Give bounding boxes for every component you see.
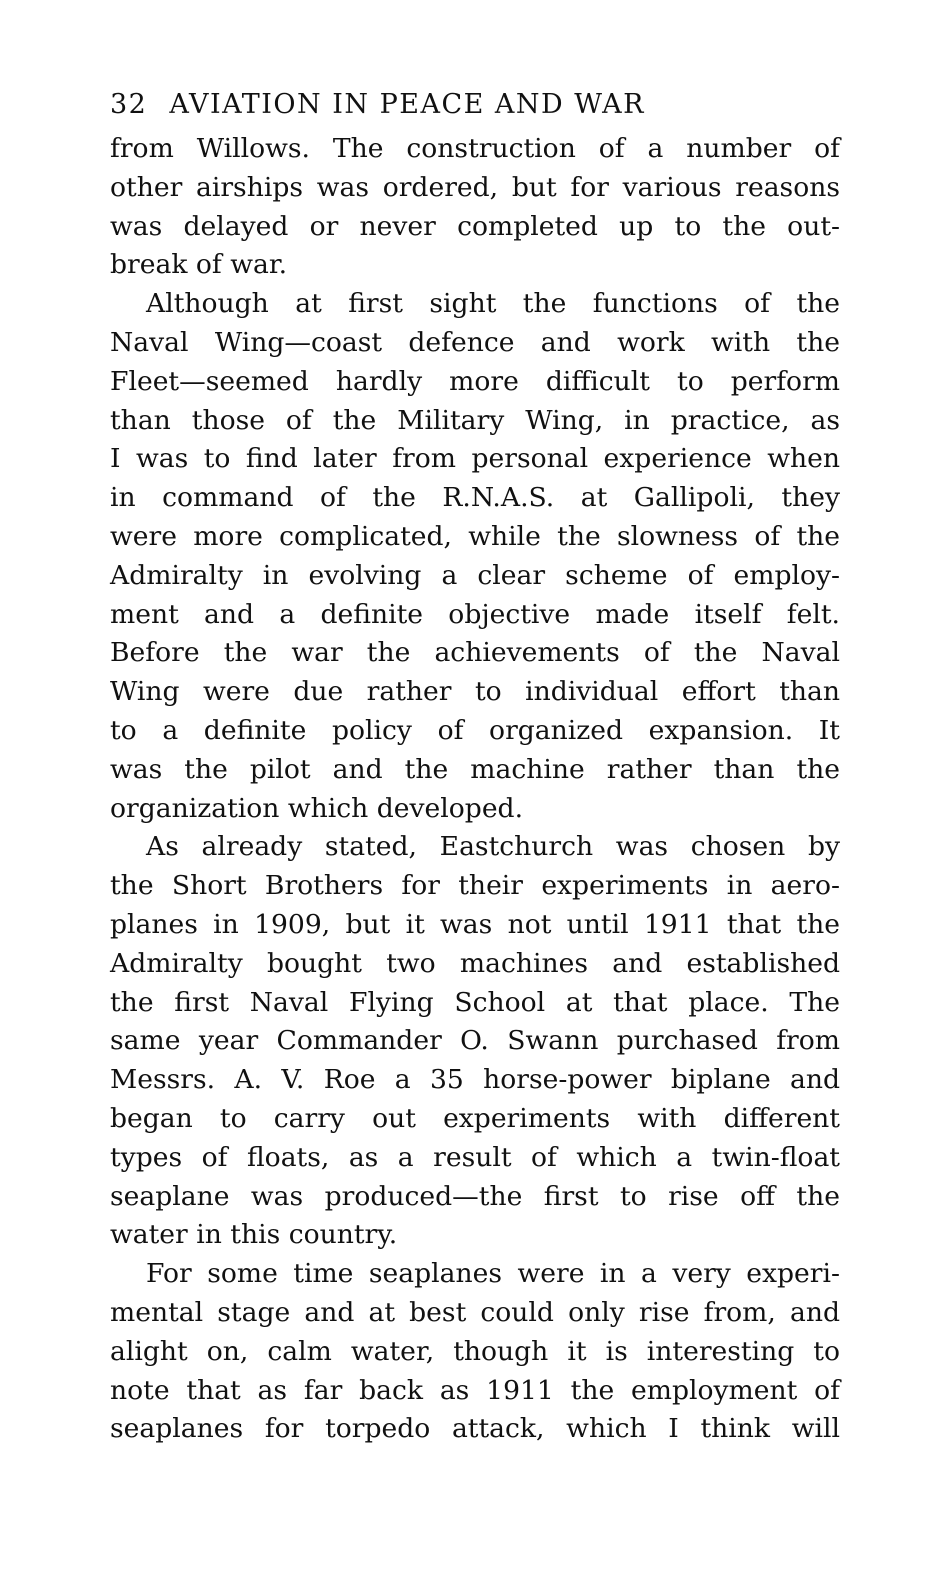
book-page [110,86,840,1449]
text-line: Naval Wing—coast defence and work with the [110,326,840,358]
text-line: was delayed or never completed up to the out- [110,210,840,242]
text-line: Messrs. A. V. Roe a 35 horse-power biplane and [110,1064,840,1096]
text-line: For some time seaplanes were in a very experi- [146,1258,840,1290]
text-line: the Short Brothers for their experiments in aero- [110,870,840,902]
text-line: types of floats, as a result of which a twin-float [110,1141,840,1173]
paragraph-3 [110,828,840,1255]
text-line: I was to find later from personal experience when [110,443,840,475]
text-line: the first Naval Flying School at that place. The [110,986,840,1018]
text-line: to a definite policy of organized expansion. It [110,714,840,746]
text-line: planes in 1909, but it was not until 1911 that the [110,908,840,940]
paragraph-1 [110,130,840,285]
text-line: water in this country. [110,1219,398,1251]
text-line: Although at first sight the functions of the [146,288,840,320]
text-line: in command of the R.N.A.S. at Gallipoli, they [110,482,840,514]
paragraph-4 [110,1255,840,1449]
page-number: 32 [110,89,148,120]
text-line: organization which developed. [110,792,524,824]
text-line: note that as far back as 1911 the employment of [110,1374,840,1406]
body-text [110,130,840,1449]
text-line: break of war. [110,249,288,281]
text-line: alight on, calm water, though it is interesting to [110,1335,840,1367]
text-line: same year Commander O. Swann purchased from [110,1025,840,1057]
running-title: AVIATION IN PEACE AND WAR [169,89,646,120]
text-line: mental stage and at best could only rise from, and [110,1296,840,1328]
text-line: began to carry out experiments with different [110,1102,840,1134]
text-line: from Willows. The construction of a number of [110,133,840,164]
text-line: were more complicated, while the slowness of the [110,520,840,552]
text-line: Fleet—seemed hardly more difficult to perform [110,365,840,397]
text-line: Admiralty bought two machines and established [110,947,840,979]
running-head [110,86,840,124]
text-line: seaplane was produced—the first to rise off the [110,1180,840,1212]
text-line: Before the war the achievements of the Naval [110,637,840,669]
text-line: other airships was ordered, but for various reasons [110,171,840,203]
text-line: seaplanes for torpedo attack, which I think will [110,1413,840,1445]
text-line: than those of the Military Wing, in practice, as [110,404,840,436]
text-line: Admiralty in evolving a clear scheme of employ- [110,559,840,591]
text-line: ment and a definite objective made itself felt. [110,598,840,630]
text-line: Wing were due rather to individual effort than [110,676,840,708]
text-line: As already stated, Eastchurch was chosen by [146,831,840,863]
text-line: was the pilot and the machine rather than the [110,753,840,785]
paragraph-2 [110,285,840,828]
